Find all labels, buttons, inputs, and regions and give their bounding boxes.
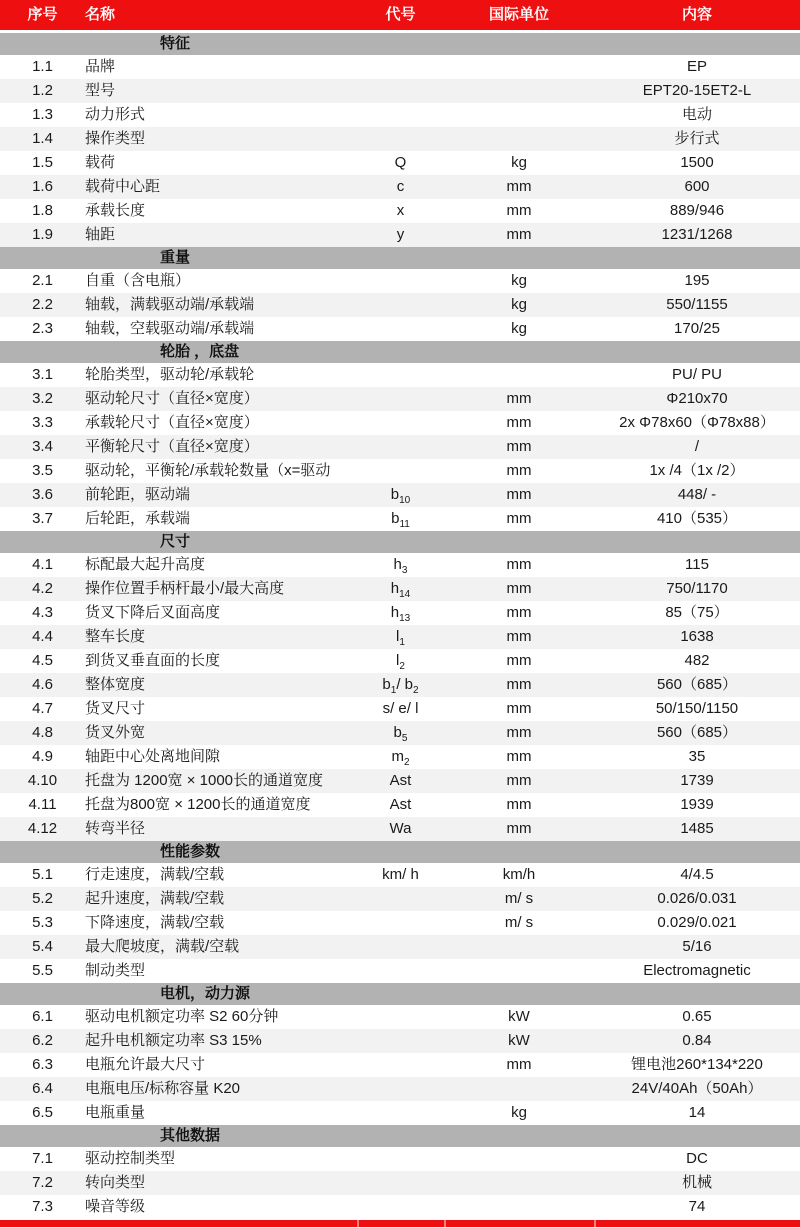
col-value: 889/946 <box>669 202 725 219</box>
col-code: $l_1$ <box>396 628 405 648</box>
col-value: 5/16 <box>682 938 712 955</box>
col-unit: m/ s <box>504 890 534 907</box>
col-value: 0.65 <box>682 1008 712 1025</box>
col-name: 电瓶电压/标称容量 K20 <box>85 1080 241 1097</box>
table-row <box>0 697 800 721</box>
col-unit: kg <box>511 320 527 337</box>
col-unit: kW <box>508 1032 530 1049</box>
col-no: 6.3 <box>32 1056 53 1073</box>
col-unit: mm <box>506 226 532 243</box>
col-value: 0.026/0.031 <box>657 890 737 907</box>
col-no: 5.2 <box>32 890 53 907</box>
col-code: $h_{14}$ <box>390 580 411 600</box>
col-no: 3.3 <box>32 414 53 431</box>
col-no: 6.4 <box>32 1080 53 1097</box>
col-no: 4.5 <box>32 652 53 669</box>
table-row <box>0 673 800 697</box>
col-value: 482 <box>684 652 710 669</box>
col-value: 600 <box>684 178 710 195</box>
col-code: x <box>396 202 405 219</box>
table-row <box>0 435 800 459</box>
col-no: 3.2 <box>32 390 53 407</box>
col-value: 1485 <box>680 820 714 837</box>
col-name: 轮胎类型，驱动轮/承载轮 <box>85 366 255 383</box>
col-name: 载荷 <box>85 154 116 171</box>
footer-separator <box>594 1220 596 1227</box>
col-name: 电瓶重量 <box>85 1104 146 1121</box>
col-no: 7.1 <box>32 1150 53 1167</box>
col-code <box>357 935 444 959</box>
table-row <box>0 507 800 531</box>
col-value: 14 <box>688 1104 706 1121</box>
table-row <box>0 577 800 601</box>
col-no: 4.4 <box>32 628 53 645</box>
col-unit: mm <box>506 796 532 813</box>
col-name: 前轮距，驱动端 <box>85 486 191 503</box>
col-no: 1.9 <box>32 226 53 243</box>
col-unit: mm <box>506 772 532 789</box>
col-value: Φ210x70 <box>666 390 728 407</box>
col-code: $b_5$ <box>393 724 408 744</box>
section-header: 性能参数 <box>0 841 800 863</box>
col-no: 4.1 <box>32 556 53 573</box>
col-value: 1x /4（1x /2） <box>649 462 745 479</box>
col-value: 410（535） <box>656 510 738 527</box>
col-value: / <box>694 438 700 455</box>
col-name: 后轮距，承载端 <box>85 510 191 527</box>
col-name: 载荷中心距 <box>85 178 161 195</box>
col-value: 锂电池260*134*220 <box>631 1056 763 1073</box>
col-no: 1.3 <box>32 106 53 123</box>
col-no: 1.5 <box>32 154 53 171</box>
col-code: s/ e/ l <box>382 700 419 717</box>
col-code <box>357 1101 444 1125</box>
col-value: 85（75） <box>665 604 729 621</box>
col-no: 2.2 <box>32 296 53 313</box>
col-value: 24V/40Ah（50Ah） <box>631 1080 763 1097</box>
col-name: 货叉下降后叉面高度 <box>85 604 221 621</box>
col-code <box>357 1029 444 1053</box>
col-unit: mm <box>506 510 532 527</box>
col-no: 4.10 <box>27 772 58 789</box>
col-code <box>357 1077 444 1101</box>
col-code: Wa <box>389 820 412 837</box>
header-col-no: 序号 <box>27 6 58 23</box>
col-no: 5.1 <box>32 866 53 883</box>
col-unit: m/ s <box>504 914 534 931</box>
header-col-unit: 国际单位 <box>488 6 549 23</box>
col-name: 转弯半径 <box>85 820 146 837</box>
col-unit: kg <box>511 296 527 313</box>
table-row <box>0 625 800 649</box>
table-row <box>0 793 800 817</box>
table-row <box>0 601 800 625</box>
col-name: 操作位置手柄杆最小/最大高度 <box>85 580 285 597</box>
col-unit: mm <box>506 202 532 219</box>
col-no: 1.2 <box>32 82 53 99</box>
table-row <box>0 223 800 247</box>
col-unit: mm <box>506 1056 532 1073</box>
col-no: 1.6 <box>32 178 53 195</box>
col-name: 驱动控制类型 <box>85 1150 176 1167</box>
col-name: 行走速度，满载/空载 <box>85 866 225 883</box>
col-name: 最大爬坡度，满载/空载 <box>85 938 240 955</box>
col-no: 3.1 <box>32 366 53 383</box>
col-name: 电瓶允许最大尺寸 <box>85 1056 206 1073</box>
col-value: Electromagnetic <box>643 962 751 979</box>
col-name: 平衡轮尺寸（直径×宽度） <box>85 438 259 455</box>
table-row <box>0 959 800 983</box>
col-no: 5.5 <box>32 962 53 979</box>
col-name: 货叉尺寸 <box>85 700 146 717</box>
col-value: 机械 <box>681 1174 712 1191</box>
col-unit: mm <box>506 652 532 669</box>
table-row <box>0 745 800 769</box>
col-value: 448/ - <box>677 486 717 503</box>
col-no: 4.2 <box>32 580 53 597</box>
col-unit <box>444 55 594 79</box>
table-row <box>0 1171 800 1195</box>
table-body <box>0 33 800 1219</box>
col-unit <box>444 1147 594 1171</box>
table-row <box>0 1077 800 1101</box>
col-value: 560（685） <box>656 724 738 741</box>
col-code <box>357 1171 444 1195</box>
col-name: 自重（含电瓶） <box>85 272 191 289</box>
col-unit <box>444 959 594 983</box>
header-col-name: 名称 <box>85 6 116 23</box>
col-unit: kg <box>511 154 527 171</box>
table-row <box>0 911 800 935</box>
col-no: 6.5 <box>32 1104 53 1121</box>
footer-separator <box>444 1220 446 1227</box>
col-no: 1.1 <box>32 58 53 75</box>
col-no: 7.2 <box>32 1174 53 1191</box>
col-name: 品牌 <box>85 58 116 75</box>
col-code <box>357 293 444 317</box>
col-name: 操作类型 <box>85 130 146 147</box>
table-row <box>0 293 800 317</box>
col-name: 动力形式 <box>85 106 146 123</box>
col-unit: mm <box>506 748 532 765</box>
col-no: 6.1 <box>32 1008 53 1025</box>
col-code: Ast <box>389 772 412 789</box>
col-value: 4/4.5 <box>680 866 714 883</box>
section-header: 其他数据 <box>0 1125 800 1147</box>
table-row <box>0 55 800 79</box>
section-header: 尺寸 <box>0 531 800 553</box>
section-header: 电机，动力源 <box>0 983 800 1005</box>
col-no: 4.12 <box>27 820 58 837</box>
table-row <box>0 199 800 223</box>
col-no: 4.6 <box>32 676 53 693</box>
col-name: 下降速度，满载/空载 <box>85 914 225 931</box>
col-no: 3.5 <box>32 462 53 479</box>
col-value: 1638 <box>680 628 714 645</box>
table-row <box>0 1147 800 1171</box>
col-unit: kg <box>511 1104 527 1121</box>
table-row <box>0 721 800 745</box>
col-code <box>357 959 444 983</box>
col-value: 750/1170 <box>666 580 728 597</box>
col-value: 50/150/1150 <box>655 700 739 717</box>
col-value: 1500 <box>680 154 714 171</box>
col-unit <box>444 1171 594 1195</box>
col-unit: mm <box>506 700 532 717</box>
col-value: PU/ PU <box>671 366 722 383</box>
col-unit: mm <box>506 390 532 407</box>
table-row <box>0 935 800 959</box>
table-row <box>0 151 800 175</box>
table-row <box>0 175 800 199</box>
col-code <box>357 79 444 103</box>
col-no: 3.6 <box>32 486 53 503</box>
col-code: c <box>396 178 405 195</box>
col-code: Q <box>394 154 407 171</box>
col-no: 4.8 <box>32 724 53 741</box>
col-value: EPT20-15ET2-L <box>642 82 752 99</box>
col-unit <box>444 127 594 151</box>
table-row <box>0 1005 800 1029</box>
table-row <box>0 553 800 577</box>
col-code <box>357 55 444 79</box>
col-code <box>357 363 444 387</box>
col-value: 1939 <box>680 796 714 813</box>
col-code <box>357 1195 444 1219</box>
col-name: 起升速度，满载/空载 <box>85 890 225 907</box>
table-row <box>0 387 800 411</box>
col-code <box>357 411 444 435</box>
col-value: 0.84 <box>682 1032 712 1049</box>
table-row <box>0 103 800 127</box>
col-value: 电动 <box>681 106 712 123</box>
col-no: 4.7 <box>32 700 53 717</box>
col-code <box>357 887 444 911</box>
col-code <box>357 1053 444 1077</box>
col-unit: mm <box>506 414 532 431</box>
col-unit <box>444 103 594 127</box>
table-row <box>0 769 800 793</box>
col-value: 560（685） <box>656 676 738 693</box>
col-unit: km/h <box>502 866 536 883</box>
col-unit: mm <box>506 438 532 455</box>
col-no: 4.11 <box>28 796 57 813</box>
section-header: 轮胎 ，底盘 <box>0 341 800 363</box>
table-row <box>0 127 800 151</box>
table-row <box>0 411 800 435</box>
table-row <box>0 863 800 887</box>
col-code: $l_2$ <box>396 652 405 672</box>
col-value: 550/1155 <box>666 296 728 313</box>
table-row <box>0 1053 800 1077</box>
col-code: $b_{10}$ <box>390 486 411 506</box>
col-unit: mm <box>506 724 532 741</box>
col-unit: kg <box>511 272 527 289</box>
col-no: 1.8 <box>32 202 53 219</box>
col-value: 115 <box>685 556 709 573</box>
section-header: 特征 <box>0 33 800 55</box>
col-code <box>357 1147 444 1171</box>
col-name: 轴载，空载驱动端/承载端 <box>85 320 255 337</box>
col-code <box>357 269 444 293</box>
col-value: 170/25 <box>674 320 720 337</box>
col-name: 驱动轮尺寸（直径×宽度） <box>85 390 259 407</box>
footer-separator <box>357 1220 359 1227</box>
table-row <box>0 459 800 483</box>
table-row <box>0 483 800 507</box>
col-no: 1.4 <box>32 130 53 147</box>
col-value: EP <box>686 58 707 75</box>
col-no: 2.1 <box>32 272 53 289</box>
col-name: 整体宽度 <box>85 676 146 693</box>
col-code <box>357 435 444 459</box>
col-value: 1739 <box>680 772 714 789</box>
col-name: 托盘为800宽 × 1200长的通道宽度 <box>85 796 311 813</box>
col-name: 整车长度 <box>85 628 146 645</box>
col-code <box>357 911 444 935</box>
col-name: 噪音等级 <box>85 1198 146 1215</box>
header-col-code: 代号 <box>385 6 416 23</box>
col-no: 4.9 <box>32 748 53 765</box>
col-value: 0.029/0.021 <box>657 914 737 931</box>
col-code <box>357 1005 444 1029</box>
col-unit: mm <box>506 556 532 573</box>
table-row <box>0 1195 800 1219</box>
col-unit <box>444 1195 594 1219</box>
col-code <box>357 127 444 151</box>
col-name: 托盘为 1200宽 × 1000长的通道宽度 <box>85 772 324 789</box>
col-no: 4.3 <box>32 604 53 621</box>
col-unit <box>444 1077 594 1101</box>
col-unit <box>444 363 594 387</box>
col-unit: mm <box>506 628 532 645</box>
col-code: $h_3$ <box>393 556 408 576</box>
col-name: 型号 <box>85 82 116 99</box>
col-code: $m_2$ <box>391 748 410 768</box>
col-code <box>357 103 444 127</box>
col-code: $b_{11}$ <box>391 510 410 530</box>
col-name: 驱动轮，平衡轮/承载轮数量（x=驱动 <box>85 462 331 479</box>
col-name: 转向类型 <box>85 1174 146 1191</box>
table-row <box>0 363 800 387</box>
table-row <box>0 887 800 911</box>
col-unit: mm <box>506 676 532 693</box>
col-name: 轴距 <box>85 226 116 243</box>
col-name: 承载长度 <box>85 202 146 219</box>
col-no: 2.3 <box>32 320 53 337</box>
col-value: 1231/1268 <box>661 226 733 243</box>
table-row <box>0 817 800 841</box>
col-name: 轴载，满载驱动端/承载端 <box>85 296 255 313</box>
col-no: 5.4 <box>32 938 53 955</box>
col-value: 2x Φ78x60（Φ78x88） <box>619 414 775 431</box>
col-unit: mm <box>506 820 532 837</box>
col-no: 7.3 <box>32 1198 53 1215</box>
col-value: 74 <box>688 1198 706 1215</box>
table-header <box>0 0 800 30</box>
col-value: DC <box>686 1150 708 1167</box>
col-unit: mm <box>506 580 532 597</box>
col-code <box>357 387 444 411</box>
col-no: 3.4 <box>32 438 53 455</box>
col-name: 承载轮尺寸（直径×宽度） <box>85 414 259 431</box>
col-code: Ast <box>389 796 412 813</box>
table-row <box>0 79 800 103</box>
col-name: 货叉外宽 <box>85 724 146 741</box>
col-code <box>357 317 444 341</box>
col-unit: kW <box>508 1008 530 1025</box>
col-unit <box>444 79 594 103</box>
col-no: 5.3 <box>32 914 53 931</box>
col-no: 6.2 <box>32 1032 53 1049</box>
col-code <box>357 459 444 483</box>
col-name: 驱动电机额定功率 S2 60分钟 <box>85 1008 279 1025</box>
section-header: 重量 <box>0 247 800 269</box>
col-code: $b_1/$ $b_2$ <box>382 676 419 696</box>
table-row <box>0 317 800 341</box>
col-name: 标配最大起升高度 <box>85 556 206 573</box>
col-unit: mm <box>506 462 532 479</box>
col-unit: mm <box>506 486 532 503</box>
col-code: y <box>396 226 405 243</box>
col-name: 起升电机额定功率 S3 15% <box>85 1032 262 1049</box>
col-no: 3.7 <box>32 510 53 527</box>
col-unit <box>444 935 594 959</box>
col-code: $h_{13}$ <box>390 604 411 624</box>
col-unit: mm <box>506 178 532 195</box>
table-row <box>0 649 800 673</box>
table-row <box>0 269 800 293</box>
table-row <box>0 1101 800 1125</box>
col-value: 步行式 <box>674 130 720 147</box>
col-unit: mm <box>506 604 532 621</box>
col-name: 到货叉垂直面的长度 <box>85 652 221 669</box>
table-row <box>0 1029 800 1053</box>
footer-accent-bar <box>0 1220 800 1227</box>
col-name: 轴距中心处离地间隙 <box>85 748 221 765</box>
col-value: 195 <box>684 272 710 289</box>
col-name: 制动类型 <box>85 962 146 979</box>
header-col-value: 内容 <box>681 6 712 23</box>
col-value: 35 <box>688 748 706 765</box>
col-code: km/ h <box>382 866 419 883</box>
